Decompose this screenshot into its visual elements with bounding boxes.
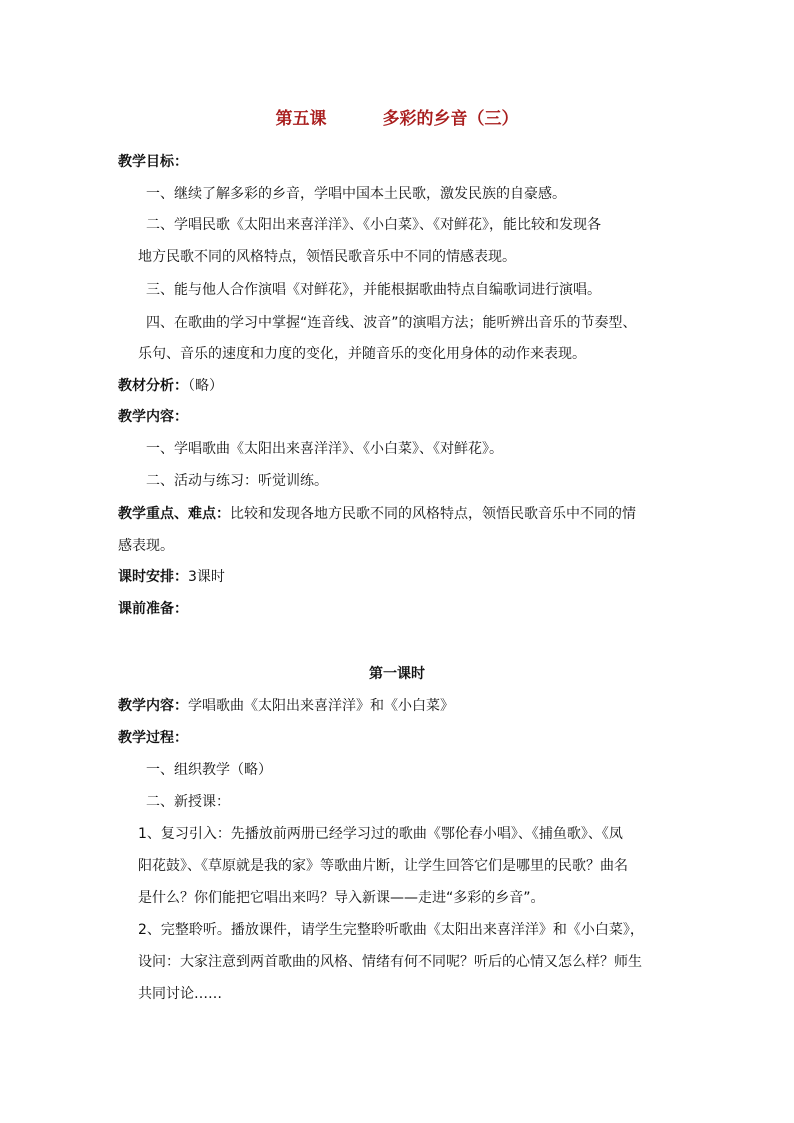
preparation-heading: 课前准备： [118,601,188,617]
schedule-heading: 课时安排： [118,569,188,585]
key-points-heading: 教学重点、难点： [118,506,230,522]
content-line: 一、学唱歌曲《太阳出来喜洋洋》、《小白菜》、《对鲜花》。 [146,441,503,457]
objective-line: 乐句、音乐的速度和力度的变化，并随音乐的变化用身体的动作来表现。 [138,346,586,362]
analysis-value: （略） [188,378,223,394]
process-sub-line: 2、完整聆听。播放课件，请学生完整聆听歌曲《太阳出来喜洋洋》和《小白菜》， [138,922,644,938]
first-lesson-content-row [118,696,454,716]
analysis-row [118,376,223,396]
objective-line: 二、学唱民歌《太阳出来喜洋洋》、《小白菜》、《对鲜花》，能比较和发现各 [146,217,601,233]
first-lesson-heading: 第一课时 [369,666,425,682]
content-line: 二、活动与练习：听觉训练。 [146,473,328,489]
process-sub-line: 是什么？你们能把它唱出来吗？导入新课——走进“多彩的乡音”。 [138,890,545,906]
objectives-heading: 教学目标： [118,154,188,170]
process-step: 一、组织教学（略） [146,762,272,778]
objective-line: 三、能与他人合作演唱《对鲜花》，并能根据歌曲特点自编歌词进行演唱。 [146,282,601,298]
schedule-value: 3课时 [188,569,225,585]
process-sub-line: 阳花鼓》、《草原就是我的家》等歌曲片断，让学生回答它们是哪里的民歌？曲名 [138,858,628,874]
schedule-row [118,567,225,587]
lesson-name: 多彩的乡音（三） [382,109,519,129]
process-sub-line: 1、复习引入：先播放前两册已经学习过的歌曲《鄂伦春小唱》、《捕鱼歌》、《凤 [138,826,623,842]
content-heading: 教学内容： [118,409,188,425]
process-heading: 教学过程： [118,730,188,746]
first-lesson-content-value: 学唱歌曲《太阳出来喜洋洋》和《小白菜》 [188,698,454,714]
key-points-row [118,504,636,524]
first-lesson-content-heading: 教学内容： [118,698,188,714]
process-step: 二、新授课： [146,794,230,810]
key-points-text: 比较和发现各地方民歌不同的风格特点，领悟民歌音乐中不同的情 [230,506,636,522]
objective-line: 四、在歌曲的学习中掌握“连音线、波音”的演唱方法；能听辨出音乐的节奏型、 [146,315,637,331]
process-sub-line: 共同讨论…… [138,986,222,1002]
key-points-continuation: 感表现。 [118,538,174,554]
objective-line: 地方民歌不同的风格特点，领悟民歌音乐中不同的情感表现。 [138,249,516,265]
lesson-number: 第五课 [275,109,327,129]
analysis-heading: 教材分析： [118,378,188,394]
lesson-title [0,104,794,129]
objective-line: 一、继续了解多彩的乡音，学唱中国本土民歌，激发民族的自豪感。 [146,186,566,202]
process-sub-line: 设问：大家注意到两首歌曲的风格、情绪有何不同呢？听后的心情又怎么样？师生 [138,954,642,970]
